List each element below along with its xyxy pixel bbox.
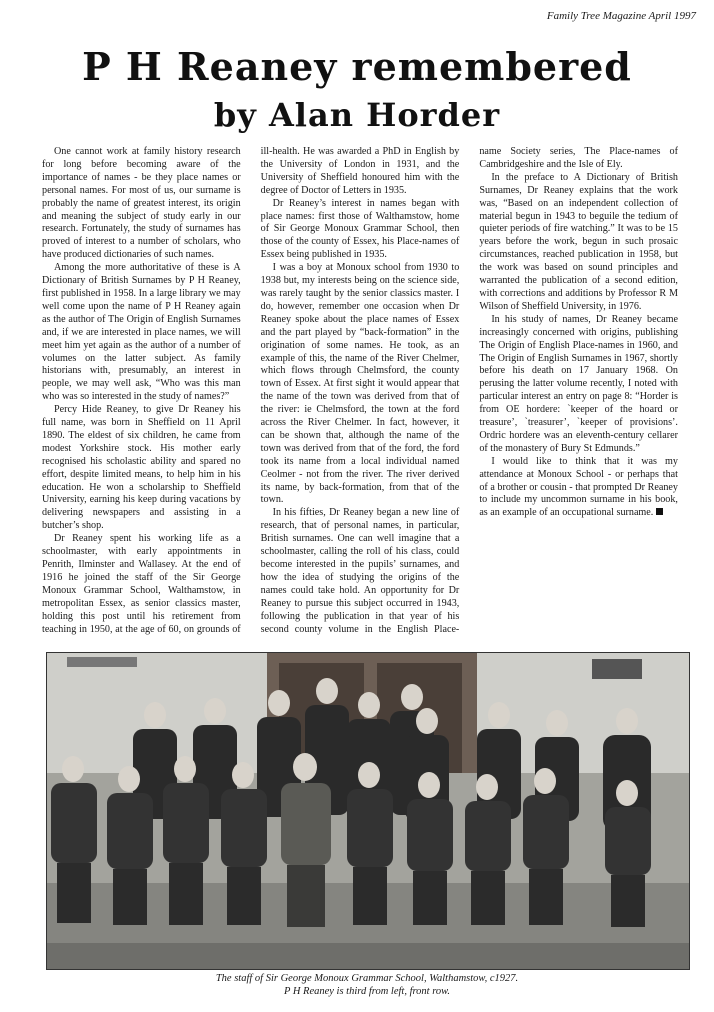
paragraph: Dr Reaney’s interest in names began with place names: first those of Walthamstow, home of Sir George Monoux Grammar School, then those of the county of Essex, his Place-names of Essex being published in 1935. <box>260 197 460 261</box>
paragraph: One cannot work at family history research for long before becoming aware of the importance of names - be they place names or personal names. For most of us, our surname is probably the name of greatest interest, its origin and meaning the subject of study early in our research. Fortunately, the study of surnames has proved of interest to a number of scholars, who have produced dictionaries of such names. <box>42 146 241 261</box>
article-body <box>42 146 678 648</box>
caption-line-1: The staff of Sir George Monoux Grammar School, Walthamstow, c1927. <box>215 973 519 984</box>
magazine-header: Family Tree Magazine April 1997 <box>546 10 696 22</box>
paragraph: In his study of names, Dr Reaney became increasingly concerned with origins, publishing The Origin of English Place-names in 1960, and The Origin of English Surnames in 1967, shortly before his death on 17 January 1968. On perusing the latter volume recently, I noted with particular interest an entry on page 8: “Horder is from OE hordere: `keeper of the hoard or treasure’, `treasurer’, `keeper of provisions’. Ordric hordere was an eleventh-century cellarer of the monastery of Bury St Edmunds.” <box>479 313 678 454</box>
paragraph: I was a boy at Monoux school from 1930 to 1938 but, my interests being on the science side, was rarely taught by the senior classics master. I do, however, remember one occasion when Dr Reaney spoke about the place names of Essex and the part played by “back-formation” in the origination of some names. He took, as an example of this, the name of the River Chelmer, which flows through Chelmsford, the county town of Essex. At first sight it would appear that the name of the town was derived from that of the river: ie Chelmsford, the town at the ford across the River Chelmer. In fact, however, it can be shown that, although the name of the town was derived from that of the ford, the ford took its name from a local individual named Ceolmer - not from the river. The river derived its name, by back-formation, from that of the town. <box>260 262 460 506</box>
end-of-article-mark <box>656 508 663 515</box>
paragraph <box>479 456 678 521</box>
paragraph: Dr Reaney spent his working life as a schoolmaster, with early appointments in Penrith, Ilminster and Wallasey. At the end of 1916 he joined the staff of the Sir George Monoux Grammar School, Walthamstow, in metropolitan Essex, as senior classics master, holding this post until his retirement from teaching in 1950, at the age of 60, on grounds of ill-health. He was awarded a PhD in English by the University of London in 1931, and the University of Sheffield honoured him with the degree of Doctor of Letters in 1935. <box>42 146 460 635</box>
photo-caption <box>46 972 688 998</box>
paragraph: In his fifties, Dr Reaney began a new line of research, that of personal names, in particular, British surnames. One can well imagine that a schoolmaster, calling the roll of his class, could become interested in the pupils’ surnames, and how the idea of studying the origins of the names could take hold. An opportunity for Dr Reaney to pursue this subject occurred in 1943, following the publication in that year of his second county volume in the English Place-name Society series, The Place-names of Cambridgeshire and the Isle of Ely. <box>260 146 678 635</box>
article-title: P H Reaney remembered <box>82 44 632 89</box>
group-photo-illustration <box>47 653 689 969</box>
final-paragraph-text: I would like to think that it was my attendance at Monoux School - or perhaps that of a brother or cousin - that prompted Dr Reaney to include my uncommon surname in his book, as an example of an occupational surname. <box>479 455 678 519</box>
paragraph: In the preface to A Dictionary of British Surnames, Dr Reaney explains that the work was, “Based on an independent collection of material begun in 1943 to beguile the tedium of quieter periods of fire watching.” It was to be 15 years before the work, begun in such prosaic circumstances, reached publication in 1958, but the work was based on sound principles and warranted the publication of a second edition, with corrections and additions by Professor R M Wilson of Sheffield University, in 1976. <box>479 171 678 312</box>
caption-line-2: P H Reaney is third from left, front row. <box>283 986 451 997</box>
paragraph: Among the more authoritative of these is A Dictionary of British Surnames by P H Reaney, first published in 1958. In a large library we may well come upon the name of P H Reaney again as the author of The Origin of English Surnames and, if we are interested in place names, we will meet him yet again as the author of a number of volumes on the latter subject. As family historians with, presumably, an interest in people, we may well ask, “Who was this man who was so interested in the study of names?” <box>42 262 241 403</box>
paragraph: Percy Hide Reaney, to give Dr Reaney his full name, was born in Sheffield on 11 April 1890. The eldest of six children, he came from modest Yorkshire stock. His mother early recognised his scholastic ability and spared no effort, despite limited means, to help him in his education. He won a scholarship to Sheffield University, earning his keep during vacations by delivering newspapers and assisting in a butcher’s shop. <box>42 404 241 532</box>
article-byline: by Alan Horder <box>213 96 501 134</box>
group-photograph <box>46 652 690 970</box>
